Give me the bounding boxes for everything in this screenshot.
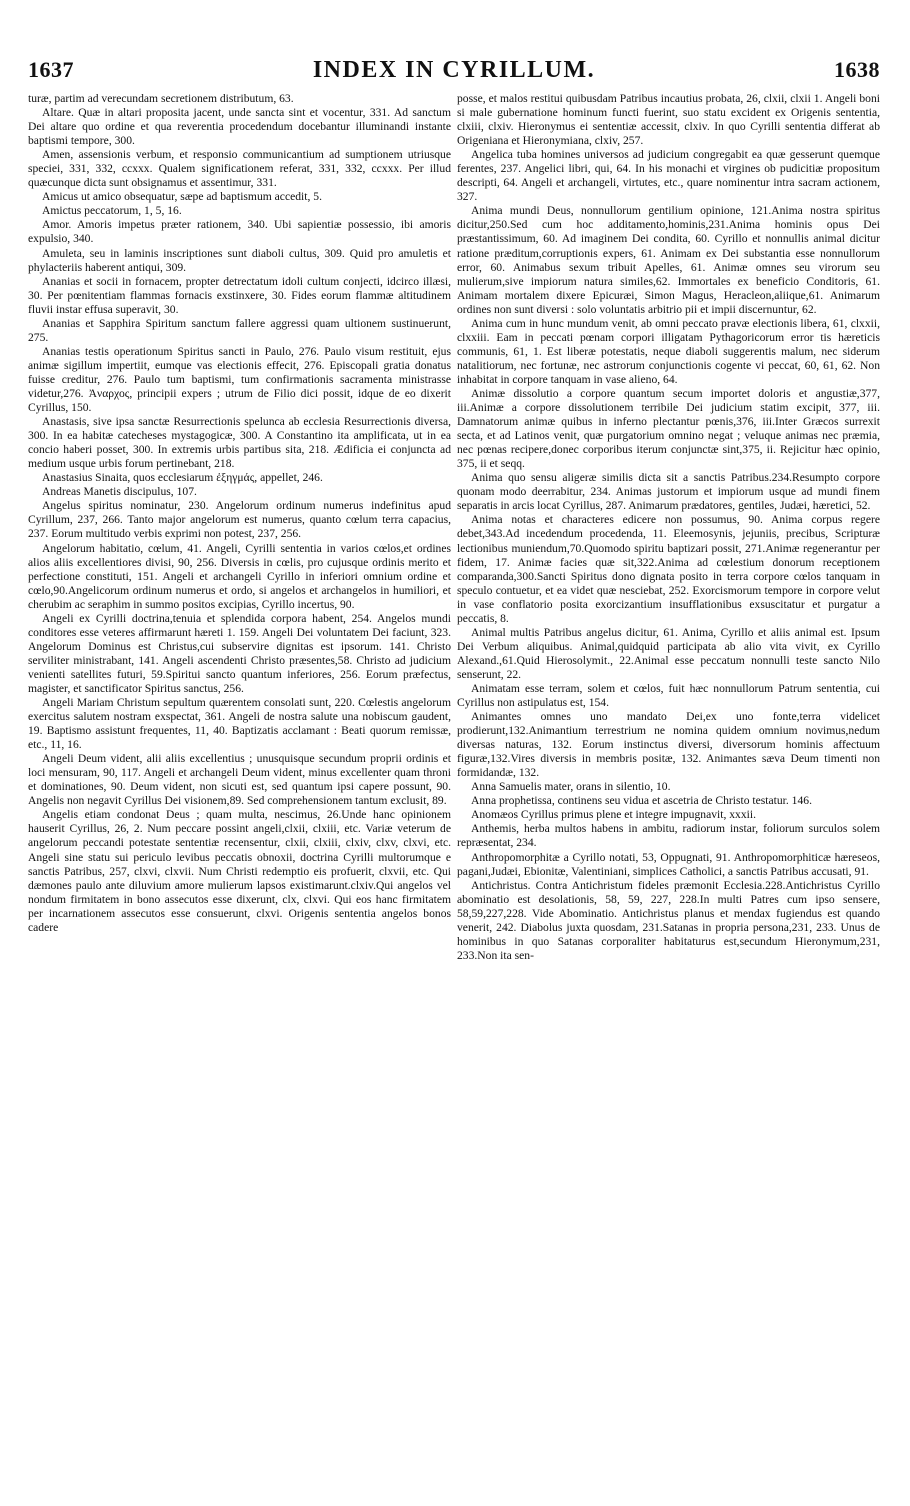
index-entry: Anima quo sensu aligeræ similis dicta sit a sanctis Patribus.234.Resumpto corpore quonam modo deerrabitur, 234. Animas justorum et impiorum usque ad mundi finem separatis in arcis locat Cyrillus, 287. Animarum prædatores, gentiles, Judæi, hæretici, 52.	[457, 471, 880, 513]
index-entry: Andreas Manetis discipulus, 107.	[42, 485, 197, 499]
left-column	[28, 92, 451, 1488]
index-entry: Angelica tuba homines universos ad judicium congregabit ea quæ gesserunt quemque ferentes, 237. Angelici libri, qui, 64. In his monachi et virgines ob pudicitiæ propositum descripti, 64. Angeli et archangeli, virtutes, etc., quare nominentur intra sacram actionem, 327.	[457, 148, 880, 204]
index-entry: Anthropomorphitæ a Cyrillo notati, 53, Oppugnati, 91. Anthropomorphiticæ hæreseos, pagani,Judæi, Ebionitæ, Valentiniani, simplices Catholici, a sanctis Patribus accusati, 91.	[457, 850, 880, 878]
index-entry: Angelis etiam condonat Deus ; quam multa, nescimus, 26.Unde hanc opinionem hauserit Cyrillus, 26, 2. Num peccare possint angeli,clxii, clxiii, etc. Variæ veterum de angelorum peccandi potestate sententiæ recensentur, clxii, clxiii, clxiv, clxv, clxvi, etc. Angeli sine statu sui periculo levibus peccatis obnoxii, doctrina Cyrilli multorumque e sanctis Patribus, 257, clxvi, clxvii. Num Christi redemptio eis profuerit, clxvii, etc. Qui dæmones paulo ante diluvium amore mulierum lapsos existimarunt.clxiv.Qui angelos vel nondum firmitatem in bono assecutos esse dixerunt, clx, clxvi. Qui eos hanc firmitatem per incarnationem assecutos esse consuerunt, clxvi. Origenis sententia angelos bonos cadere	[28, 808, 451, 934]
index-entry: turæ, partim ad verecundam secretionem distributum, 63.	[28, 92, 294, 105]
index-entry: Anima mundi Deus, nonnullorum gentilium opinione, 121.Anima nostra spiritus dicitur,250.Sed cum hoc additamento,hominis,231.Anima hominis opus Dei præstantissimum, 60. Ad imaginem Dei condita, 60. Cyrillo et nonnullis animal dicitur ratione præditum,corruptionis expers, 61. Animam ex Dei substantia esse nonnullorum error, 60. Animabus sexum tribuit Apelles, 61. Animæ omnes seu virorum seu mulierum,sive impiorum natura similes,62. Immortales ex beneficio Conditoris, 61. Animam mortalem dixere Epicuræi, Simon Magus, Heracleon,aliique,61. Animarum ordines non sunt diversi : solo voluntatis arbitrio pii et impii discernuntur, 62.	[457, 204, 880, 316]
index-entry: Antichristus. Contra Antichristum fideles præmonit Ecclesia.228.Antichristus Cyrillo abominatio est desolationis, 58, 59, 227, 228.In multi Patres cum ipso sensere, 58,59,227,228. Vide Abominatio. Antichristus planus et mendax fugiendus est quando venerit, 242. Diabolus juxta quosdam, 231.Satanas in propria persona,231, 233. Unus de hominibus in quo Satanas corporaliter habitaturus est,secundum Hieronymum,231, 233.Non ita sen-	[457, 878, 880, 962]
index-entry: Anastasius Sinaita, quos ecclesiarum ἐξηγμάς, appellet, 246.	[42, 471, 323, 485]
index-entry: Anthemis, herba multos habens in ambitu, radiorum instar, foliorum surculos solem repræsentat, 234.	[457, 822, 880, 850]
index-entry: Ananias et socii in fornacem, propter detrectatum idoli cultum conjecti, idcirco illæsi, 30. Per pœnitentiam flammas fornacis exstinxere, 30. Fides eorum flammæ altitudinem fluvii instar effusa superavit, 30.	[28, 274, 451, 316]
index-entry: Anastasis, sive ipsa sanctæ Resurrectionis spelunca ab ecclesia Resurrectionis diversa, 300. In ea habitæ catecheses mystagogicæ, 300. A Constantino ita amplificata, ut in ea concio haberi posset, 300. In extremis urbis partibus sita, 218. Ædificia ei conjuncta ad medium usque urbis forum pertinebant, 218.	[28, 415, 451, 471]
index-entry: Angelus spiritus nominatur, 230. Angelorum ordinum numerus indefinitus apud Cyrillum, 237, 266. Tanto major angelorum est numerus, quanto cœlum terra capacius, 237. Eorum multitudo verbis exprimi non potest, 237, 256.	[28, 499, 451, 541]
two-column-body	[28, 92, 880, 1488]
index-entry: Amen, assensionis verbum, et responsio communicantium ad sumptionem utriusque speciei, 331, 332, ccxxx. Qualem significationem referat, 331, 332, ccxxx. Per illud quæcunque dicta sunt obsignamus et assentimur, 331.	[28, 148, 451, 190]
right-page-number: 1638	[833, 57, 880, 82]
index-entry: Ananias testis operationum Spiritus sancti in Paulo, 276. Paulo visum restituit, ejus animæ sigillum impertiit, eumque vas electionis effecit, 276. Episcopali gratia donatus fuisse creditur, 276. Paulo tum baptismi, tum confirmationis sacramenta ministrasse videtur,276. Ἀναρχος, principii expers ; utrum de Filio dici possit, idque de eo dixerit Cyrillus, 150.	[28, 344, 451, 415]
index-entry: Ananias et Sapphira Spiritum sanctum fallere aggressi quam ultionem sustinuerunt, 275.	[28, 316, 451, 344]
index-entry: Animal multis Patribus angelus dicitur, 61. Anima, Cyrillo et aliis animal est. Ipsum Dei Verbum aliquibus. Animal,quidquid participata ab alio vita vivit, ex Cyrillo Alexand.,61.Quid Hierosolymit., 22.Animal esse peccatum nonnulli teste sancto Nilo senserunt, 22.	[457, 625, 880, 681]
index-entry: Angeli ex Cyrilli doctrina,tenuia et splendida corpora habent, 254. Angelos mundi conditores esse veteres affirmarunt hæreti 1. 159. Angeli Dei voluntatem Dei faciunt, 323. Angelorum Dominus est Christus,cui subservire dignitas est ipsorum. 141. Christo serviliter ministrabant, 141. Angeli ascendenti Christo præsentes,58. Christo ad judicium venienti satellites futuri, 59.Spiritui sancto quantum inferiores, 256. Eorum præfectus, magister, et sanctificator Spiritus sanctus, 256.	[28, 611, 451, 695]
index-entry: Amor. Amoris impetus præter rationem, 340. Ubi sapientiæ possessio, ibi amoris expulsio, 340.	[28, 218, 451, 246]
left-page-number: 1637	[28, 57, 74, 82]
index-entry: Animatam esse terram, solem et cœlos, fuit hæc nonnullorum Patrum sententia, cui Cyrillus non astipulatus est, 154.	[457, 681, 880, 710]
index-entry: Animæ dissolutio a corpore quantum secum importet doloris et angustiæ,377, iii.Animæ a corpore dissolutionem terribile Dei judicium statim excipit, 377, iii. Damnatorum animæ quibus in inferno plectantur pœnis,376, iii.Inter Græcos surrexit secta, et ad Latinos venit, quæ purgatorium omnino negat ; veluque animas nec præmia, nec pœnas recipere,donec corporibus iterum conjunctæ sint,375, ii. Rejicitur hæc opinio, 375, ii et seqq.	[457, 386, 880, 471]
index-entry: Anomæos Cyrillus primus plene et integre impugnavit, xxxii.	[471, 808, 756, 822]
index-entry: Anima notas et characteres edicere non possumus, 90. Anima corpus regere debet,343.Ad incedendum procedenda, 11. Eleemosynis, jejuniis, precibus, Scripturæ lectionibus muniendum,70.Quomodo spiritu baptizari possit, 271.Animæ regenerantur per fidem, 17. Animæ facies quæ sit,322.Anima ad cœlestium donorum receptionem comparanda,300.Sancti Spiritus dono dignata posito in terra corpore cœlos tanquam in speculo contuetur, et ea videt quæ nesciebat, 252. Exorcismorum tempore in corpore velut in vase conflatorio posita exorcizantium insufflationibus exsuscitatur et purgatur a peccatis, 8.	[457, 513, 880, 625]
index-entry: Amictus peccatorum, 1, 5, 16.	[42, 204, 182, 218]
index-entry: Anima cum in hunc mundum venit, ab omni peccato pravæ electionis libera, 61, clxxii, clxxiii. Eam in peccati pœnam corpori illigatam Pythagoricorum error tis hæreticis communis, 61, 1. Est liberæ potestatis, neque diaboli suggerentis malum, nec siderum natalitiorum, nec fortunæ, nec astrorum conjunctionis cogente vi peccat, 60, 61, 62. Non inhabitat in corpore tanquam in vase alieno, 64.	[457, 316, 880, 386]
running-title: INDEX IN CYRILLUM.	[312, 56, 596, 83]
index-entry: Amicus ut amico obsequatur, sæpe ad baptismum accedit, 5.	[42, 190, 322, 204]
right-column	[457, 92, 880, 1488]
index-entry: Amuleta, seu in laminis inscriptiones sunt diaboli cultus, 309. Quid pro amuletis et phylacteriis haberent antiqui, 309.	[28, 246, 451, 274]
index-entry: Altare. Quæ in altari proposita jacent, unde sancta sint et vocentur, 331. Ad sanctum Dei altare quo ordine et qua reverentia procedendum docebantur illuminandi instante baptismi tempore, 300.	[28, 106, 451, 148]
index-entry: Anna Samuelis mater, orans in silentio, 10.	[471, 780, 671, 794]
index-entry: Animantes omnes uno mandato Dei,ex uno fonte,terra videlicet prodierunt,132.Animantium terrestrium ne nomina quidem omnium novimus,nedum diversas naturas, 132. Eorum instinctus diversi, diversorum hominis affectuum figuræ,132.Vires diversis in membris positæ, 132. Animantes sæva Deum timenti non formidandæ, 132.	[457, 710, 880, 780]
index-entry: Angelorum habitatio, cœlum, 41. Angeli, Cyrilli sententia in varios cœlos,et ordines alios aliis excellentiores divisi, 90, 256. Diversis in cœlis, pro cujusque ordinis merito et perfectione constituti, 151. Angeli et archangeli Cyrillo in inferiori omnium ordine et cœlo,90.Angelicorum ordinum numerus et ordo, si angelos et archangelos in humiliori, et cherubim ac seraphim in summo positos excipias, Cyrillo incertus, 90.	[28, 541, 451, 611]
index-entry: Anna prophetissa, continens seu vidua et ascetria de Christo testatur. 146.	[471, 794, 812, 808]
index-entry: posse, et malos restitui quibusdam Patribus incautius probata, 26, clxii, clxii 1. Angeli boni si male gubernatione hominum functi fuerint, suo statu excident ex Origenis sententia, clxiii, clxiv. Hieronymus ei sententiæ accessit, clxiv. In quo Cyrilli sententia differat ab Origeniana et Hieronymiana, clxiv, 257.	[457, 92, 880, 148]
running-header	[28, 52, 880, 88]
index-entry: Angeli Deum vident, alii aliis excellentius ; unusquisque secundum proprii ordinis et loci mensuram, 90, 117. Angeli et archangeli Deum vident, minus excellenter quam throni et dominationes, 90. Deum vident, non sicuti est, sed quantum ipsi capere possunt, 90. Angelis non negavit Cyrillus Dei visionem,89. Sed comprehensionem tantum exclusit, 89.	[28, 752, 451, 808]
index-entry: Angeli Mariam Christum sepultum quærentem consolati sunt, 220. Cœlestis angelorum exercitus salutem nostram exspectat, 361. Angeli de nostra salute una nobiscum gaudent, 19. Baptismo assistunt frequentes, 11, 40. Baptizatis acclamant : Beati quorum remissæ, etc., 11, 16.	[28, 696, 451, 752]
